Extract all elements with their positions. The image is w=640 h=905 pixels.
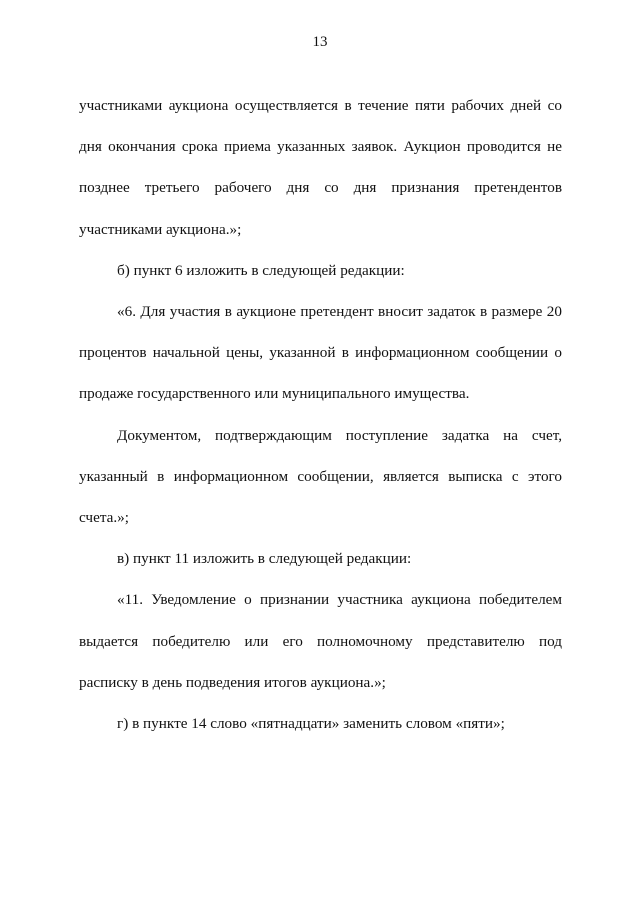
paragraph-item-g: г) в пункте 14 слово «пятнадцати» заменить словом «пяти»;: [117, 715, 505, 733]
paragraph-continuation: участниками аукциона осуществляется в течение пяти рабочих дней со дня окончания срока приема указанных заявок. Аукцион проводится не позднее третьего рабочего дня со дня признания претендентов участниками аукциона.»;: [79, 97, 562, 238]
page-number: 13: [312, 34, 328, 50]
paragraph-deposit-document: Документом, подтверждающим поступление задатка на счет, указанный в информационном сообщении, является выписка с этого счета.»;: [79, 426, 562, 527]
paragraph-clause-6: «6. Для участия в аукционе претендент вносит задаток в размере 20 процентов начальной цены, указанной в информационном сообщении о продаже государственного или муниципального имущества.: [79, 303, 562, 403]
document-body: [79, 85, 562, 744]
paragraph-item-b: б) пункт 6 изложить в следующей редакции:: [117, 261, 405, 279]
paragraph-clause-11: «11. Уведомление о признании участника аукциона победителем выдается победителю или его полномочному представителю под расписку в день подведения итогов аукциона.»;: [79, 591, 562, 691]
paragraph-item-v: в) пункт 11 изложить в следующей редакции:: [117, 550, 412, 568]
